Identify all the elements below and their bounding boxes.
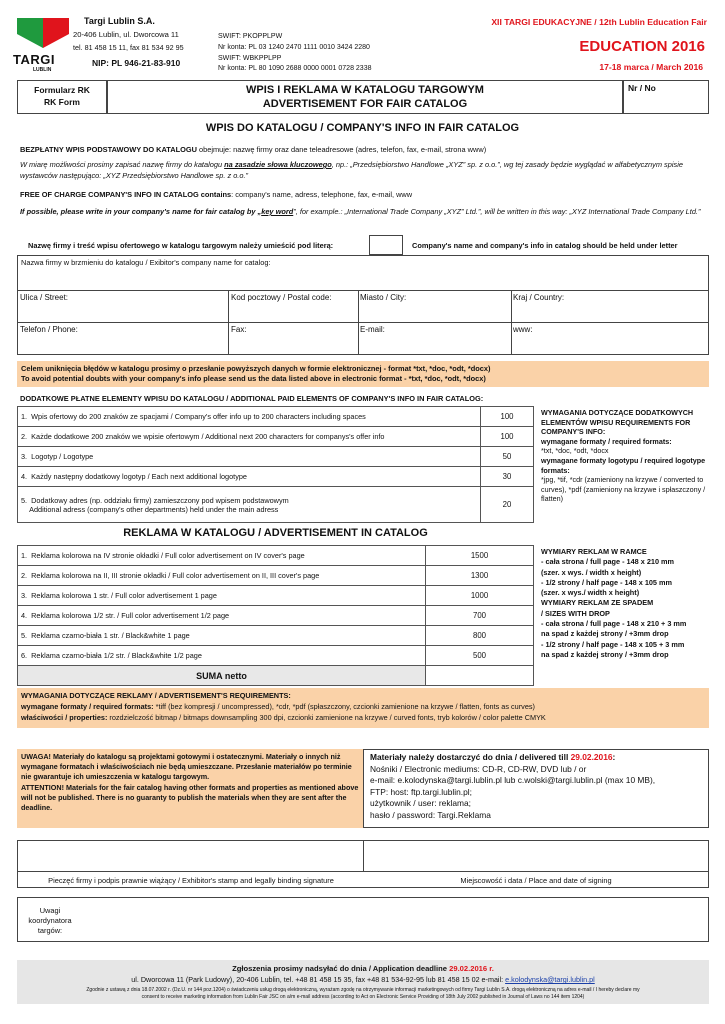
footer-line1: Zgłoszenia prosimy nadsyłać do dnia / Application deadline (232, 964, 450, 973)
letter-input[interactable] (369, 235, 403, 255)
info-p3-rest: : company's name, adress, telephone, fax, e-mail, www (231, 190, 413, 199)
footer-deadline-line (17, 964, 709, 973)
footer-email-link[interactable]: e.kolodynska@targi.lublin.pl (505, 975, 595, 984)
dims-line: na spad z każdej strony / +3mm drop (541, 629, 669, 639)
dims-line: - cała strona / full page - 148 x 210 mm (541, 557, 675, 567)
country-label: Kraj / Country: (513, 293, 565, 302)
paid-requirements (541, 408, 713, 504)
footer-legal-1: Zgodnie z ustawą z dnia 18.07.2002 r. (Dz.U. nr 144 poz.1204) o świadczeniu usług drogą elektroniczną, wyrażam zgodę na otrzymywanie informacji marketingowych od firmy Targi Lublin S.A. drogą elektroniczną na adres e-mail / I hereby declare my (86, 987, 640, 993)
footer-line2: ul. Dworcowa 11 (Park Ludowy), 20-406 Lublin, tel. +48 81 458 15 35, fax +48 81 534-92-95 lub 81 458 15 02 e-mail: (131, 975, 506, 984)
fair-dates: 17-18 marca / March 2016 (599, 62, 703, 72)
company-nip: NIP: PL 946-21-83-910 (92, 58, 181, 68)
letter-label-en: Company's name and company's info in catalog should be held under letter (412, 241, 678, 250)
footer-contact-line (17, 975, 709, 984)
info-p2 (20, 160, 710, 181)
www-field[interactable] (513, 325, 533, 334)
row-text: 5. Reklama czarno-biała 1 str. / Black&white 1 page (18, 626, 426, 646)
bank-swift-2: SWIFT: WBKPPLPP (218, 55, 282, 62)
row-value: 800 (426, 626, 534, 646)
info-p3 (20, 190, 710, 199)
adreq-props-label: właściwości / properties: (21, 713, 108, 722)
company-logo (13, 14, 73, 73)
delivery-user: użytkownik / user: reklama; (370, 798, 471, 808)
stamp-signature-field[interactable] (18, 841, 364, 871)
dims-line: (szer. x wys. / width x height) (541, 567, 642, 577)
row-text: 4. Reklama kolorowa 1/2 str. / Full color advertisement 1/2 page (18, 606, 426, 626)
info-p4-b: ”, for example.: „International Trade Company „XYZ” Ltd.”, will be written in this way: „XYZ International Trade Company Ltd.” (293, 207, 701, 216)
form-code-pl: Formularz RK (34, 85, 90, 95)
notice-pl: Celem uniknięcia błędów w katalogu prosimy o przesłanie powyższych danych w formie elektronicznej - format *txt, *doc, *odt, *docx) (21, 364, 491, 373)
logo-sub: LUBLIN (33, 67, 52, 73)
delivery-mediums: Nośniki / Electronic mediums: CD-R, CD-RW, DVD lub / or (370, 763, 587, 774)
form-number-box[interactable] (623, 80, 709, 114)
delivery-password: hasło / password: Targi.Reklama (370, 809, 491, 820)
company-name: Targi Lublin S.A. (84, 16, 155, 26)
row-value: 100 (481, 427, 534, 447)
notice-en: To avoid potential doubts with your company's info please send us the data listed above in electronic format - *txt, *doc, *odt, *docx) (21, 374, 486, 383)
dims-line: na spad z każdej strony / +3mm drop (541, 649, 669, 659)
sum-value[interactable] (426, 666, 534, 686)
footer-legal-2: consent to receive marketing information from Lublin Fair JSC on a/m e-mail address (according to Act on Electronic Service Providing of 18th July 2002 published in Journal of Laws no 144 item 1204) (141, 994, 585, 1000)
info-heading: WPIS DO KATALOGU / COMPANY'S INFO IN FAIR CATALOG (205, 122, 520, 134)
row-text: 3. Reklama kolorowa 1 str. / Full color advertisement 1 page (18, 586, 426, 606)
footer (17, 960, 709, 1004)
form-code (17, 80, 107, 114)
form-number-label: Nr / No (628, 83, 656, 93)
table-row (18, 407, 534, 427)
warning-pl: UWAGA! Materiały do katalogu są projektami gotowymi i ostatecznymi. Materiały o innych niż wymagane formatach i właściwościach nie będą umieszczane. Przesłanie materiałów po terminie nie gwarantuje ich umieszczenia w katalogu targowym. (21, 752, 352, 781)
row-value: 700 (426, 606, 534, 626)
row-value: 500 (426, 646, 534, 666)
company-name-label: Nazwa firmy w brzmieniu do katalogu / Exibitor's company name for catalog: (21, 258, 271, 267)
stamp-label: Pieczęć firmy i podpis prawnie wiążący / Exhibitor's stamp and legally binding signature (48, 876, 334, 885)
table-row (18, 427, 534, 447)
delivery-line1-end: : (612, 752, 616, 762)
electronic-format-notice (17, 361, 709, 387)
row-value: 100 (481, 407, 534, 427)
sum-label: SUMA netto (18, 666, 426, 686)
street-field[interactable] (20, 293, 68, 302)
info-p2-b: , np.: „Przedsiębiorstwo Handlowe „XYZ” sp. z o.o.”, wg tej zasady będzie wyglądać w alfabetycznym spisie wystawców następująco: „XYZ Przedsiębiorstwo Handlowe sp. z o.o.” (20, 160, 683, 180)
adreq-props: rozdzielczość bitmap / bitmaps downsampling 300 dpi, czcionki zamienione na krzywe / curved fonts, tryb kolorów / color palette CMYK (107, 713, 546, 722)
adreq-title: WYMAGANIA DOTYCZĄCE REKLAMY / ADVERTISEMENT'S REQUIREMENTS: (21, 691, 291, 700)
row-text: 2. Każde dodatkowe 200 znaków we wpisie ofertowym / Additional next 200 characters for companys's offer info (18, 427, 481, 447)
postal-code-field[interactable] (231, 293, 332, 302)
email-label: E-mail: (360, 325, 385, 334)
city-field[interactable] (360, 293, 406, 302)
country-field[interactable] (513, 293, 564, 302)
dims-line: WYMIARY REKLAM ZE SPADEM (541, 598, 654, 608)
paid-req-logo-label: wymagane formaty logotypu / required logotype formats: (541, 455, 706, 475)
place-date-label: Miejscowość i data / Place and date of signing (460, 876, 612, 885)
info-p3-bold: FREE OF CHARGE COMPANY'S INFO IN CATALOG contains (20, 190, 232, 199)
letter-label-pl: Nazwę firmy i treść wpisu ofertowego w katalogu targowym należy umieścić pod literą: (28, 241, 334, 250)
signature-area (17, 840, 709, 888)
dims-line: - 1/2 strony / half page - 148 x 105 mm (541, 577, 672, 587)
paid-elements-heading: DODATKOWE PŁATNE ELEMENTY WPISU DO KATALOGU / ADDITIONAL PAID ELEMENTS OF COMPANY'S INFO IN FAIR CATALOG: (20, 394, 484, 403)
table-row (18, 447, 534, 467)
fax-label: Fax: (231, 325, 247, 334)
delivery-email[interactable]: e-mail: e.kolodynska@targi.lublin.pl lub c.wolski@targi.lublin.pl (max 10 MB), (370, 775, 656, 785)
bank-swift-1: SWIFT: PKOPPLPW (218, 33, 283, 40)
row-value: 1300 (426, 566, 534, 586)
table-row (18, 646, 534, 666)
info-p4 (20, 207, 710, 218)
bank-account-2: Nr konta: PL 80 1090 2688 0000 0001 0728 2338 (218, 65, 372, 72)
table-row (18, 487, 534, 523)
company-fields (17, 255, 709, 355)
row-text: 3. Logotyp / Logotype (18, 447, 481, 467)
paid-req-formats-label: wymagane formaty / required formats: (541, 436, 672, 446)
form-code-en: RK Form (44, 97, 80, 107)
row-value: 20 (481, 487, 534, 523)
row-text: 1. Reklama kolorowa na IV stronie okładki / Full color advertisement on IV cover's page (18, 546, 426, 566)
row-value: 30 (481, 467, 534, 487)
table-row (18, 546, 534, 566)
ads-table (17, 545, 534, 686)
form-title (107, 80, 623, 114)
delivery-box (363, 749, 709, 828)
ad-requirements (17, 688, 709, 728)
coordinator-remarks[interactable] (17, 897, 709, 942)
dims-line: / SIZES WITH DROP (541, 608, 610, 618)
form-title-en: ADVERTISEMENT FOR FAIR CATALOG (262, 98, 468, 110)
info-p2-a: W miarę możliwości prosimy zapisać nazwę firmy do katalogu (20, 160, 225, 169)
row-value: 1500 (426, 546, 534, 566)
company-tel: tel. 81 458 15 11, fax 81 534 92 95 (73, 43, 184, 52)
street-label: Ulica / Street: (20, 293, 69, 302)
dims-line: (szer. x wys./ width x height) (541, 588, 640, 598)
table-row (18, 586, 534, 606)
table-row (18, 566, 534, 586)
paid-req-title: WYMAGANIA DOTYCZĄCE DODATKOWYCH ELEMENTÓW WPISU REQUIREMENTS FOR COMPANY'S INFO: (541, 408, 694, 437)
adreq-formats: *tiff (bez kompresji / uncompressed), *cdr, *pdf (spłaszczony, czcionki zamienione na krzywe / flatten, fonts as curves) (153, 702, 535, 711)
info-p1-bold: BEZPŁATNY WPIS PODSTAWOWY DO KATALOGU (20, 145, 197, 154)
www-label: www: (513, 325, 533, 334)
row-text: 1. Wpis ofertowy do 200 znaków ze spacjami / Company's offer info up to 200 characters including spaces (18, 407, 481, 427)
row-text: 2. Reklama kolorowa na II, III stronie okładki / Full color advertisement on II, III cover's page (18, 566, 426, 586)
row-value: 1000 (426, 586, 534, 606)
row-value: 50 (481, 447, 534, 467)
table-row (18, 626, 534, 646)
city-label: Miasto / City: (360, 293, 407, 302)
table-row (18, 467, 534, 487)
fax-field[interactable] (231, 325, 247, 334)
ad-dimensions (541, 547, 713, 660)
info-p4-keyword: key word (261, 207, 294, 216)
place-date-field[interactable] (364, 841, 708, 871)
phone-label: Telefon / Phone: (20, 325, 78, 334)
company-name-field[interactable] (18, 256, 708, 290)
dims-line: WYMIARY REKLAM W RAMCE (541, 547, 647, 556)
logo-mark-icon (13, 14, 73, 54)
sum-row (18, 666, 534, 686)
footer-deadline: 29.02.2016 r. (449, 964, 494, 973)
bank-account-1: Nr konta: PL 03 1240 2470 1111 0010 3424 2280 (218, 44, 370, 51)
warning-en: ATTENTION! Materials for the fair catalog having other formats and properties as mentioned above will not be published. There is no guaranty to publish the materials when they are sent after the deadline. (21, 783, 359, 812)
row-text: 5. Dodatkowy adres (np. oddziału firmy) zamieszczony pod wpisem podstawowym Additional adress (company's other departments) held under the main adress (18, 487, 481, 523)
paid-elements-table (17, 406, 534, 523)
delivery-date: 29.02.2016 (570, 752, 613, 762)
form-title-pl: WPIS I REKLAMA W KATALOGU TARGOWYM (246, 84, 484, 96)
row-text: 4. Każdy następny dodatkowy logotyp / Each next additional logotype (18, 467, 481, 487)
dims-line: - 1/2 strony / half page - 148 x 105 + 3 mm (541, 639, 685, 649)
info-p1 (20, 145, 710, 154)
fair-title: EDUCATION 2016 (579, 38, 705, 55)
paid-req-logo: *jpg, *tif, *cdr (zamieniony na krzywe / converted to curves), *pdf (zamieniony na krzywe i spłaszczony / flatten) (541, 475, 706, 504)
info-p2-keyword: na zasadzie słowa kluczowego (224, 160, 332, 169)
row-text: 6. Reklama czarno-biała 1/2 str. / Black&white 1/2 page (18, 646, 426, 666)
delivery-ftp: FTP: host: ftp.targi.lublin.pl; (370, 786, 472, 797)
paid-req-formats: *txt, *doc, *odt, *docx (541, 446, 609, 456)
company-address: 20-406 Lublin, ul. Dworcowa 11 (73, 30, 179, 39)
remarks-label: Uwagi koordynatora targów: (28, 906, 72, 935)
info-p1-rest: obejmuje: nazwę firmy oraz dane teleadresowe (adres, telefon, fax, e-mail, strona www) (196, 145, 487, 154)
info-p4-a: If possible, please write in your company's name for fair catalog by „ (20, 207, 262, 216)
fair-name: XII TARGI EDUKACYJNE / 12th Lublin Education Fair (491, 17, 707, 27)
adreq-formats-label: wymagane formaty / required formats: (21, 702, 154, 711)
phone-field[interactable] (20, 325, 78, 334)
postal-code-label: Kod pocztowy / Postal code: (231, 293, 332, 302)
delivery-line1: Materiały należy dostarczyć do dnia / delivered till (370, 752, 571, 762)
ads-heading: REKLAMA W KATALOGU / ADVERTISEMENT IN CATALOG (123, 527, 428, 539)
warning-box (17, 749, 363, 828)
dims-line: - cała strona / full page - 148 x 210 + 3 mm (541, 619, 687, 629)
logo-text: TARGI (13, 52, 55, 67)
table-row (18, 606, 534, 626)
email-field[interactable] (360, 325, 385, 334)
